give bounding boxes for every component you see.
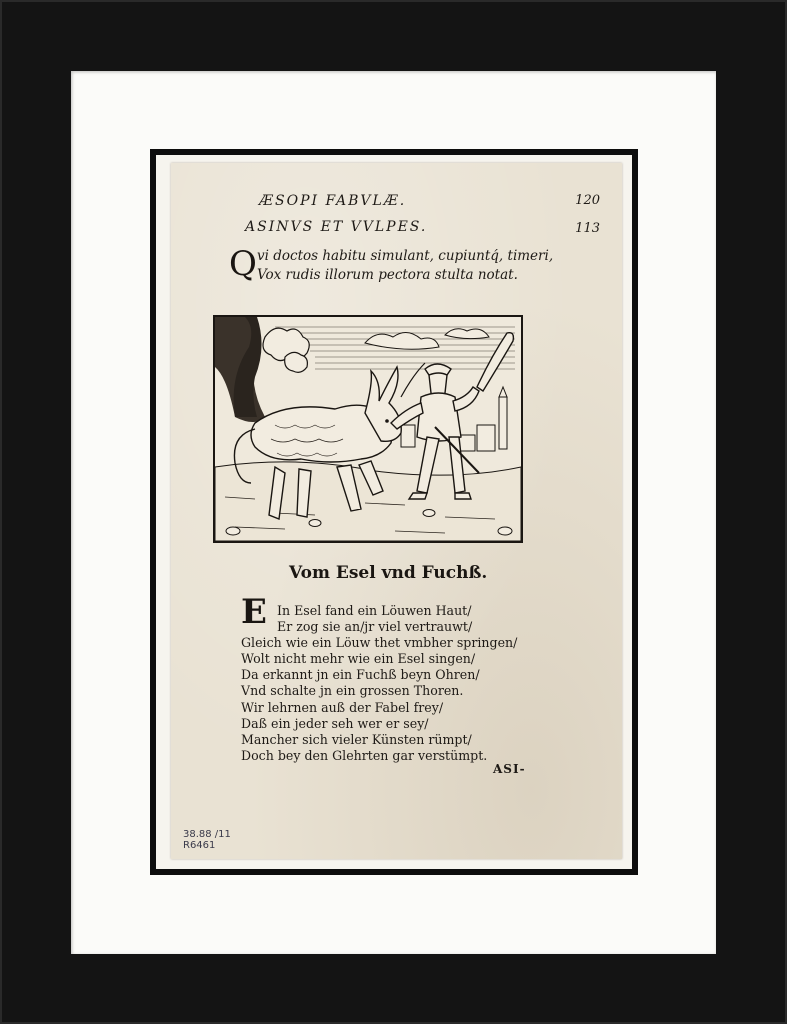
poem-line: Daß ein jeder seh wer er sey/	[241, 715, 429, 731]
page-number: 120	[575, 193, 600, 208]
latin-motto	[257, 247, 553, 285]
motto-line: vi doctos habitu simulant, cupiuntq́, timeri,	[257, 248, 554, 264]
poem-initial: E	[241, 592, 267, 632]
fable-title: ASINVS ET VVLPES.	[245, 219, 428, 235]
fable-number: 113	[575, 221, 600, 236]
motto-line: Vox rudis illorum pectora stulta notat.	[257, 267, 518, 283]
woodcut-illustration	[213, 315, 523, 543]
catchword: ASI-	[493, 762, 526, 776]
motto-initial: Q	[229, 244, 257, 284]
accession-line: R6461	[183, 840, 216, 851]
accession-line: 38.88 /11	[183, 829, 231, 840]
woodcut-image	[215, 317, 521, 541]
poem-line: Wir lehrnen auß der Fabel frey/	[241, 699, 444, 715]
poem-line: Gleich wie ein Löuw thet vmbher springen/	[241, 635, 518, 651]
poem-line: Vnd schalte jn ein grossen Thoren.	[241, 683, 464, 699]
poem-line: Doch bey den Glehrten gar verstümpt.	[241, 747, 488, 763]
poem-line: In Esel fand ein Löuwen Haut/	[277, 603, 472, 618]
poem-line: Da erkannt jn ein Fuchß beyn Ohren/	[241, 667, 480, 683]
running-title: ÆSOPI FABVLÆ.	[259, 193, 407, 209]
accession-number	[183, 829, 231, 851]
poem-line: Er zog sie an/jr viel vertrauwt/	[277, 619, 473, 635]
poem-title: Vom Esel vnd Fuchß.	[289, 563, 488, 583]
german-poem	[241, 603, 571, 764]
poem-line: Mancher sich vieler Künsten rümpt/	[241, 731, 472, 747]
poem-line: Wolt nicht mehr wie ein Esel singen/	[241, 651, 476, 667]
print-page	[171, 163, 622, 859]
